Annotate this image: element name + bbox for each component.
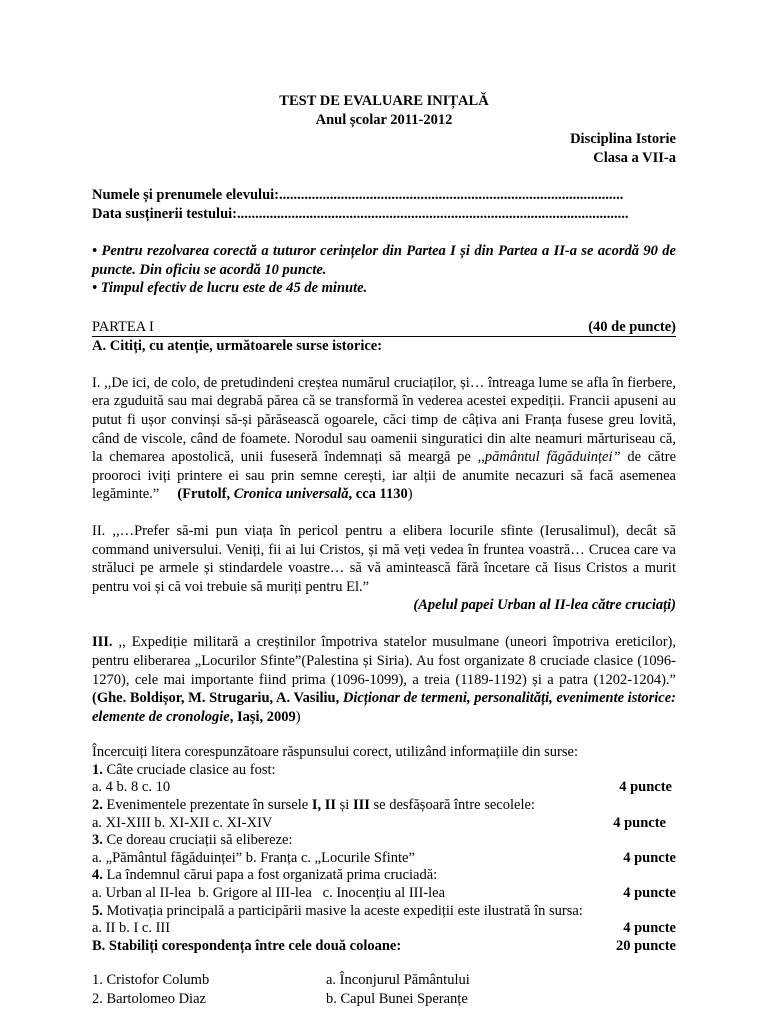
question-3-points: 4 puncte <box>623 849 676 866</box>
source-1-citation: (Frutolf, <box>177 486 234 503</box>
source-3-citation: (Ghe. Boldișor, M. Strugariu, A. Vasiliu, <box>92 690 343 707</box>
source-1-number: I <box>92 374 97 391</box>
section-b-points: 20 puncte <box>615 937 676 954</box>
instructions-time: • Timpul efectiv de lucru este de 45 de minute. <box>92 280 368 297</box>
match-left-2: 2. Bartolomeo Diaz <box>92 991 206 1008</box>
match-row-2 <box>92 990 676 1009</box>
match-left-1: 1. Cristofor Columb <box>92 972 210 989</box>
question-1-options: a. 4 b. 8 c. 10 4 puncte <box>92 779 672 796</box>
student-name-field: Numele și prenumele elevului:............................................................................................... <box>92 187 624 203</box>
question-5: 5. Motivația principală a participării masive la aceste expediții este ilustrată în sursa: <box>92 902 583 919</box>
instructions-points: • Pentru rezolvarea corectă a tuturor cerințelor din Partea I și din Partea a II-a se acordă 90 de puncte. Din oficiu se acordă 10 puncte. <box>92 243 676 278</box>
source-2-number: II <box>92 522 102 539</box>
part1-title: PARTEA I <box>92 318 154 335</box>
match-right-2: b. Capul Bunei Speranțe <box>326 991 468 1008</box>
question-1-points: 4 puncte <box>619 779 672 796</box>
source-1: I. ,,De ici, de colo, de pretudindeni creștea numărul cruciaților, și… întreaga lume se afla în fierbere, era zguduită sau mai degrabă părea că se transformă în vederea acestei expediții. Francii apuseni au putut fi ușor convinși să-și părăsească ogoarele, căci timp de câțiva ani Franța fusese greu lovită, când de viscole, când de foamete. Norodul sau oamenii singuratici din alte neamuri mărturiseau că, la chemarea apostolică, unii fuseseră îndemnați să meargă pe ,,pământul făgăduinței” de către prooroci iviți printere ei sau prin semne cerești, iar alții de anumite necazuri să facă asemenea legăminte.” (Frutolf, Cronica universală, cca 1130) <box>92 374 677 503</box>
source-2: II. ,,…Prefer să-mi pun viața în pericol pentru a elibera locurile sfinte (Ierusalimul), decât să command universului. Veniți, fii ai lui Cristos, și mă veți vedea în fruntea voastră… Crucea care va străluci pe armele și stindardele voastre… să vă amintească fără încetare că Iisus Cristos a murit pentru voi și că voi trebuie să muriți pentru El.” <box>92 522 676 595</box>
question-2: 2. Evenimentele prezentate în sursele I, II și III se desfășoară între secolele: <box>92 797 535 814</box>
question-4-options: a. Urban al II-lea b. Grigore al III-lea c. Inocențiu al III-lea 4 puncte <box>92 885 676 902</box>
question-3-options: a. „Pământul făgăduinței” b. Franța c. „Locurile Sfinte” 4 puncte <box>92 849 676 866</box>
question-4: 4. La îndemnul cărui papa a fost organizată prima cruciadă: <box>92 867 438 884</box>
match-row-1 <box>92 971 676 990</box>
match-right-1: a. Înconjurul Pământului <box>326 972 470 989</box>
part1-header <box>92 318 676 337</box>
question-1: 1. Câte cruciade clasice au fost: <box>92 761 276 778</box>
section-a-title: A. Citiți, cu atenție, următoarele surse istorice: <box>92 337 383 354</box>
class-level: Clasa a VII-a <box>593 150 676 166</box>
question-2-points: 4 puncte <box>613 814 666 831</box>
question-5-points: 4 puncte <box>623 920 676 937</box>
source-3: III. ,, Expediție militară a creștinilor împotriva statelor musulmane (uneori împotriva ereticilor), pentru eliberarea „Locurilor Sfinte”(Palestina și Siria). Au fost organizate 8 cruciade clasice (1096-1270), cele mai importante fiind prima (1096-1099), a treia (1189-1192) și a patra (1202-1204).” (Ghe. Boldișor, M. Strugariu, A. Vasiliu, Dicționar de termeni, personalități, evenimente istorice: elemente de cronologie, Iași, 2009) <box>92 634 676 725</box>
school-year: Anul școlar 2011-2012 <box>315 112 453 128</box>
questions-intro: Încercuiți litera corespunzătoare răspunsului corect, utilizând informațiile din surse: <box>92 744 578 761</box>
section-b-header <box>92 938 676 956</box>
test-date-field: Data susținerii testului:............................................................................................................ <box>92 206 629 222</box>
question-3: 3. Ce doreau cruciații să elibereze: <box>92 832 293 849</box>
discipline: Disciplina Istorie <box>570 131 676 147</box>
source-3-number: III. <box>92 634 113 651</box>
question-4-points: 4 puncte <box>623 885 676 902</box>
question-2-options: a. XI-XIII b. XI-XII c. XI-XIV 4 puncte <box>92 814 666 831</box>
test-title: TEST DE EVALUARE INIȚALĂ <box>279 93 489 109</box>
question-5-options: a. II b. I c. III 4 puncte <box>92 920 676 937</box>
section-b-title: B. Stabiliți corespondența între cele două coloane: <box>92 937 402 954</box>
document-page <box>92 92 676 1009</box>
source-2-citation: (Apelul papei Urban al II-lea către cruciați) <box>413 597 676 614</box>
part1-points: (40 de puncte) <box>588 318 676 335</box>
